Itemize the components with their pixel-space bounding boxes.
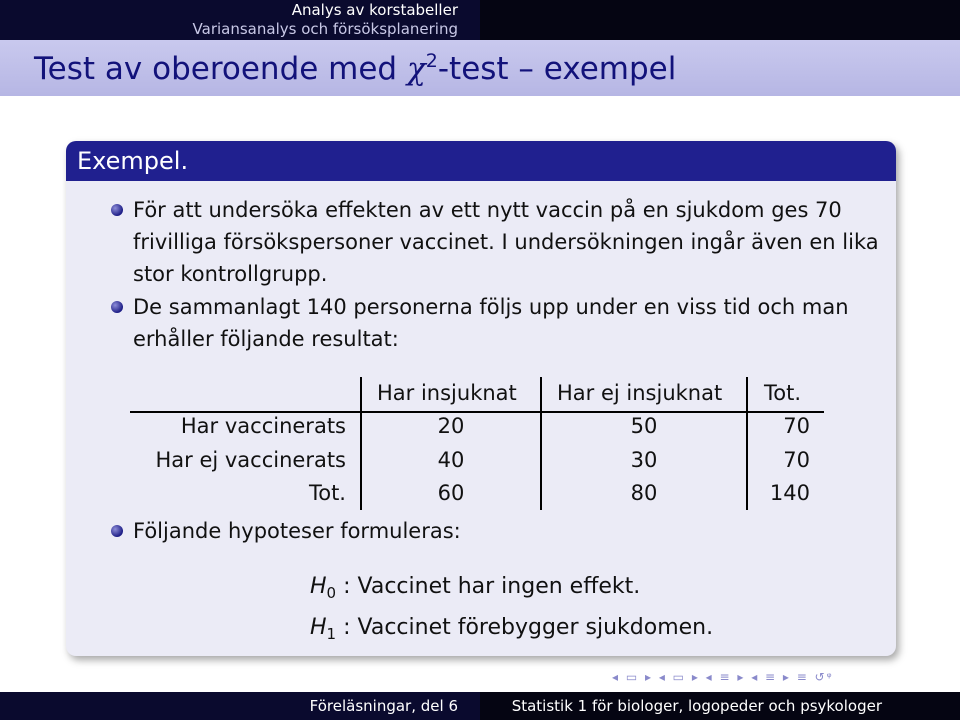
hypothesis-h1: $H_1$ : Vaccinet förebygger sjukdomen. [310, 615, 714, 643]
table-row-label: Tot. [308, 481, 346, 505]
bullet-item: De sammanlagt 140 personerna följs upp under en viss tid och man erhåller följande resultat: [133, 291, 883, 355]
example-block-title: Exempel. [66, 141, 896, 181]
example-block [66, 141, 896, 656]
header-subsection[interactable]: Variansanalys och försöksplanering [192, 20, 458, 38]
table-divider [360, 377, 362, 510]
footer-right: Statistik 1 för biologer, logopeder och psykologer [480, 692, 960, 720]
hypothesis-h0: $H_0$ : Vaccinet har ingen effekt. [310, 574, 641, 602]
header-section[interactable]: Analys av korstabeller [291, 1, 458, 19]
table-cell: 30 [630, 448, 658, 472]
table-cell: 70 [783, 414, 810, 438]
table-cell: 80 [630, 481, 658, 505]
header-section-nav[interactable] [0, 0, 480, 40]
table-cell: 140 [769, 481, 810, 505]
header-right-panel [480, 0, 960, 40]
table-cell: 60 [437, 481, 465, 505]
navigation-symbols[interactable]: ◂ ▭ ▸ ◂ ▭ ▸ ◂ ≡ ▸ ◂ ≡ ▸ ≡ ↺ᵠ [612, 670, 834, 684]
table-cell: 50 [630, 414, 658, 438]
footer-left: Föreläsningar, del 6 [0, 692, 480, 720]
table-row-label: Har vaccinerats [180, 414, 346, 438]
table-column-header: Har ej insjuknat [557, 381, 723, 405]
table-cell: 20 [437, 414, 465, 438]
table-column-header: Tot. [764, 381, 802, 405]
bullet-icon [111, 525, 123, 537]
table-cell: 40 [437, 448, 465, 472]
header-bar [0, 0, 960, 40]
bullet-item: Följande hypoteser formuleras: [133, 515, 883, 547]
table-column-header: Har insjuknat [377, 381, 517, 405]
table-rule [130, 411, 824, 413]
table-divider [540, 377, 542, 510]
footer-bar [0, 692, 960, 720]
table-divider [746, 377, 748, 510]
slide-title: Test av oberoende med $\chi^2$-test – exempel [34, 50, 677, 87]
table-cell: 70 [783, 448, 810, 472]
bullet-icon [111, 301, 123, 313]
title-bar [0, 40, 960, 96]
table-row-label: Har ej vaccinerats [155, 448, 346, 472]
bullet-item: För att undersöka effekten av ett nytt vaccin på en sjukdom ges 70 frivilliga försökspersoner vaccinet. I undersökningen ingår även en lika stor kontrollgrupp. [133, 194, 883, 290]
bullet-icon [111, 204, 123, 216]
